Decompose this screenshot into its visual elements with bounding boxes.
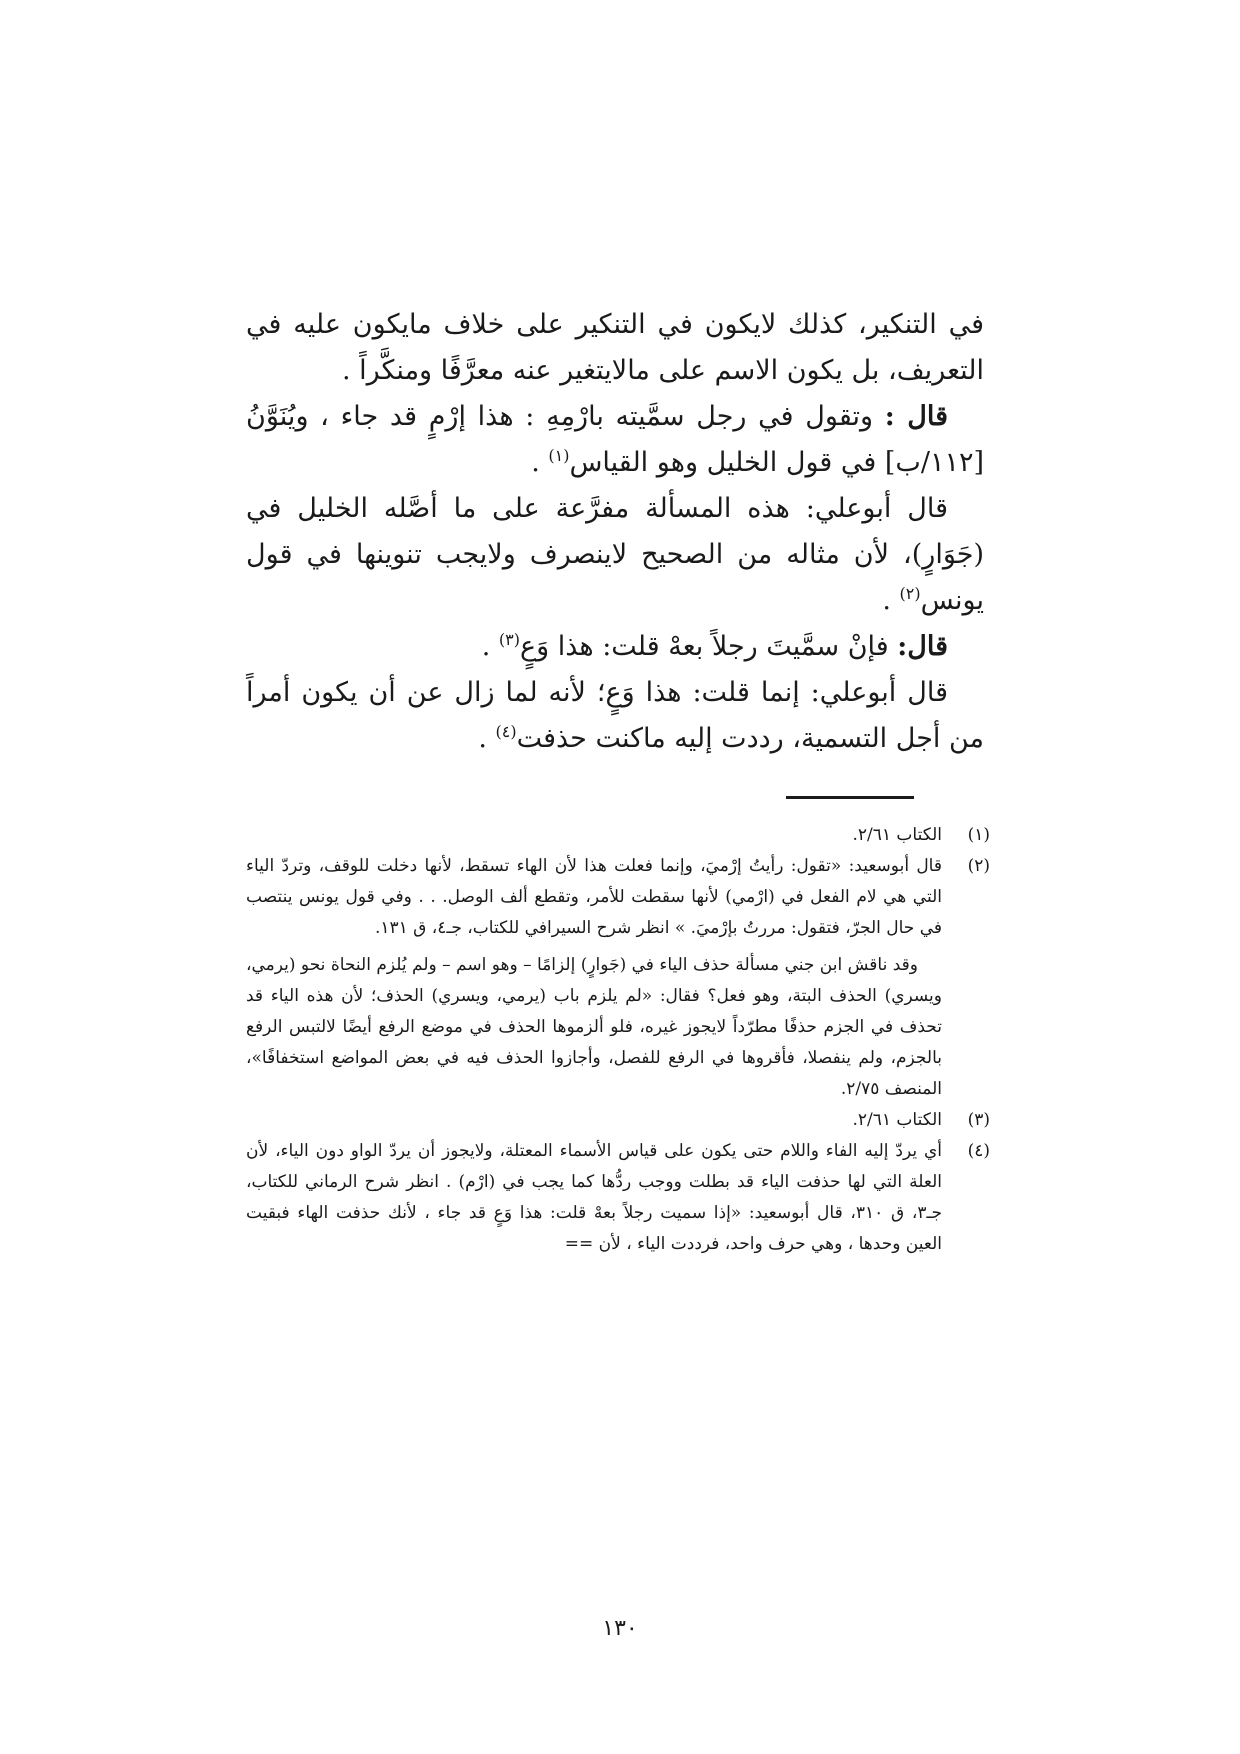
paragraph-1-text: في التنكير، كذلك لايكون في التنكير على خلاف مايكون عليه في التعريف، بل يكون الاسم على مالايتغير عنه معرَّفًا ومنكَّراً . xyxy=(246,309,984,386)
paragraph-3 xyxy=(246,486,984,624)
paragraph-1 xyxy=(246,302,984,394)
paragraph-2-text: وتقول في رجل سمَّيته بارْمِهِ : هذا إرْمٍ قد جاء ، ويُنَوَّنُ [١١٢/ب] في قول الخليل وهو القياس xyxy=(246,401,984,478)
footnote-text: قال أبوسعيد: «تقول: رأيتُ إرْميَ، وإنما فعلت هذا لأن الهاء تسقط، لأنها دخلت للوقف، وتردّ الياء التي هي لام الفعل في (ارْمي) لأنها سقطت للأمر، وتقطع ألف الوصل. . . وفي قول يونس ينتصب في حال الجرّ، فتقول: مررتُ بإرْميَ. » انظر شرح السيرافي للكتاب، جـ٤، ق ١٣١. xyxy=(246,856,942,938)
footnote-text: الكتاب ٢/٦١. xyxy=(852,1110,942,1130)
footnote-body xyxy=(246,851,942,1105)
paragraph-4-end: . xyxy=(481,631,499,662)
footnote-body xyxy=(246,1136,942,1260)
qala-label: قال: xyxy=(897,631,948,662)
footnote-number: (٢) xyxy=(967,856,990,876)
footnote-continuation: وقد ناقش ابن جني مسألة حذف الياء في (جَوارٍ) إلزامًا – وهو اسم – ولم يُلزم النحاة نحو (يرمي، ويسري) الحذف البتة، وهو فعل؟ فقال: «لم يلزم باب (يرمي، ويسري) الحذف؛ لأن هذه الياء قد تحذف في الجزم حذفًا مطرّداً لايجوز غيره، فلو ألزموها الحذف في موضع الرفع أيضًا لالتبس الرفع بالجزم، ولم ينفصلا، فأقروها في الرفع للفصل، وأجازوا الحذف فيه في بعض المواضع استخفافًا»، المنصف ٢/٧٥. xyxy=(246,955,942,1099)
paragraph-2 xyxy=(246,394,984,486)
footnote-ref-4: (٤) xyxy=(495,722,517,741)
footnote-1 xyxy=(246,820,990,851)
footnote-text: الكتاب ٢/٦١. xyxy=(852,825,942,845)
footnote-number: (١) xyxy=(967,825,990,845)
footnote-3 xyxy=(246,1105,990,1136)
footnotes xyxy=(246,820,990,1260)
paragraph-2-end: . xyxy=(531,447,549,478)
qala-label: قال : xyxy=(884,401,948,432)
paragraph-5 xyxy=(246,670,984,762)
paragraph-3-text: قال أبوعلي: هذه المسألة مفرَّعة على ما أصَّله الخليل في (جَوَارٍ)، لأن مثاله من الصحيح لاينصرف ولايجب تنوينها في قول يونس xyxy=(246,493,984,616)
footnote-number: (٤) xyxy=(967,1141,990,1161)
footnote-ref-1: (١) xyxy=(548,446,570,465)
footnote-separator xyxy=(786,796,914,799)
footnote-body xyxy=(246,820,942,851)
main-text xyxy=(246,302,984,762)
footnote-ref-3: (٣) xyxy=(498,630,520,649)
paragraph-5-end: . xyxy=(478,723,496,754)
paragraph-4 xyxy=(246,624,984,670)
page-number: ١٣٠ xyxy=(602,1616,638,1641)
footnote-4 xyxy=(246,1136,990,1260)
footnote-2 xyxy=(246,851,990,1105)
footnote-text: أي يردّ إليه الفاء واللام حتى يكون على قياس الأسماء المعتلة، ولايجوز أن يردّ الواو دون الياء، لأن العلة التي لها حذفت الياء قد بطلت ووجب ردُّها كما يجب في (ارْم) . انظر شرح الرماني للكتاب، جـ٣، ق ٣١٠، قال أبوسعيد: «إذا سميت رجلاً بعهْ قلت: هذا وَعٍ قد جاء ، لأنك حذفت الهاء فبقيت العين وحدها ، وهي حرف واحد، فرددت الياء ، لأن == xyxy=(246,1141,943,1254)
paragraph-3-end: . xyxy=(882,585,900,616)
footnote-body xyxy=(246,1105,942,1136)
footnote-number: (٣) xyxy=(967,1110,990,1130)
paragraph-4-text: فإنْ سمَّيتَ رجلاً بعهْ قلت: هذا وَعٍ xyxy=(519,631,898,662)
paragraph-5-text: قال أبوعلي: إنما قلت: هذا وَعٍ؛ لأنه لما زال عن أن يكون أمراً من أجل التسمية، رددت إليه ماكنت حذفت xyxy=(246,677,984,754)
footnote-ref-2: (٢) xyxy=(899,584,921,603)
